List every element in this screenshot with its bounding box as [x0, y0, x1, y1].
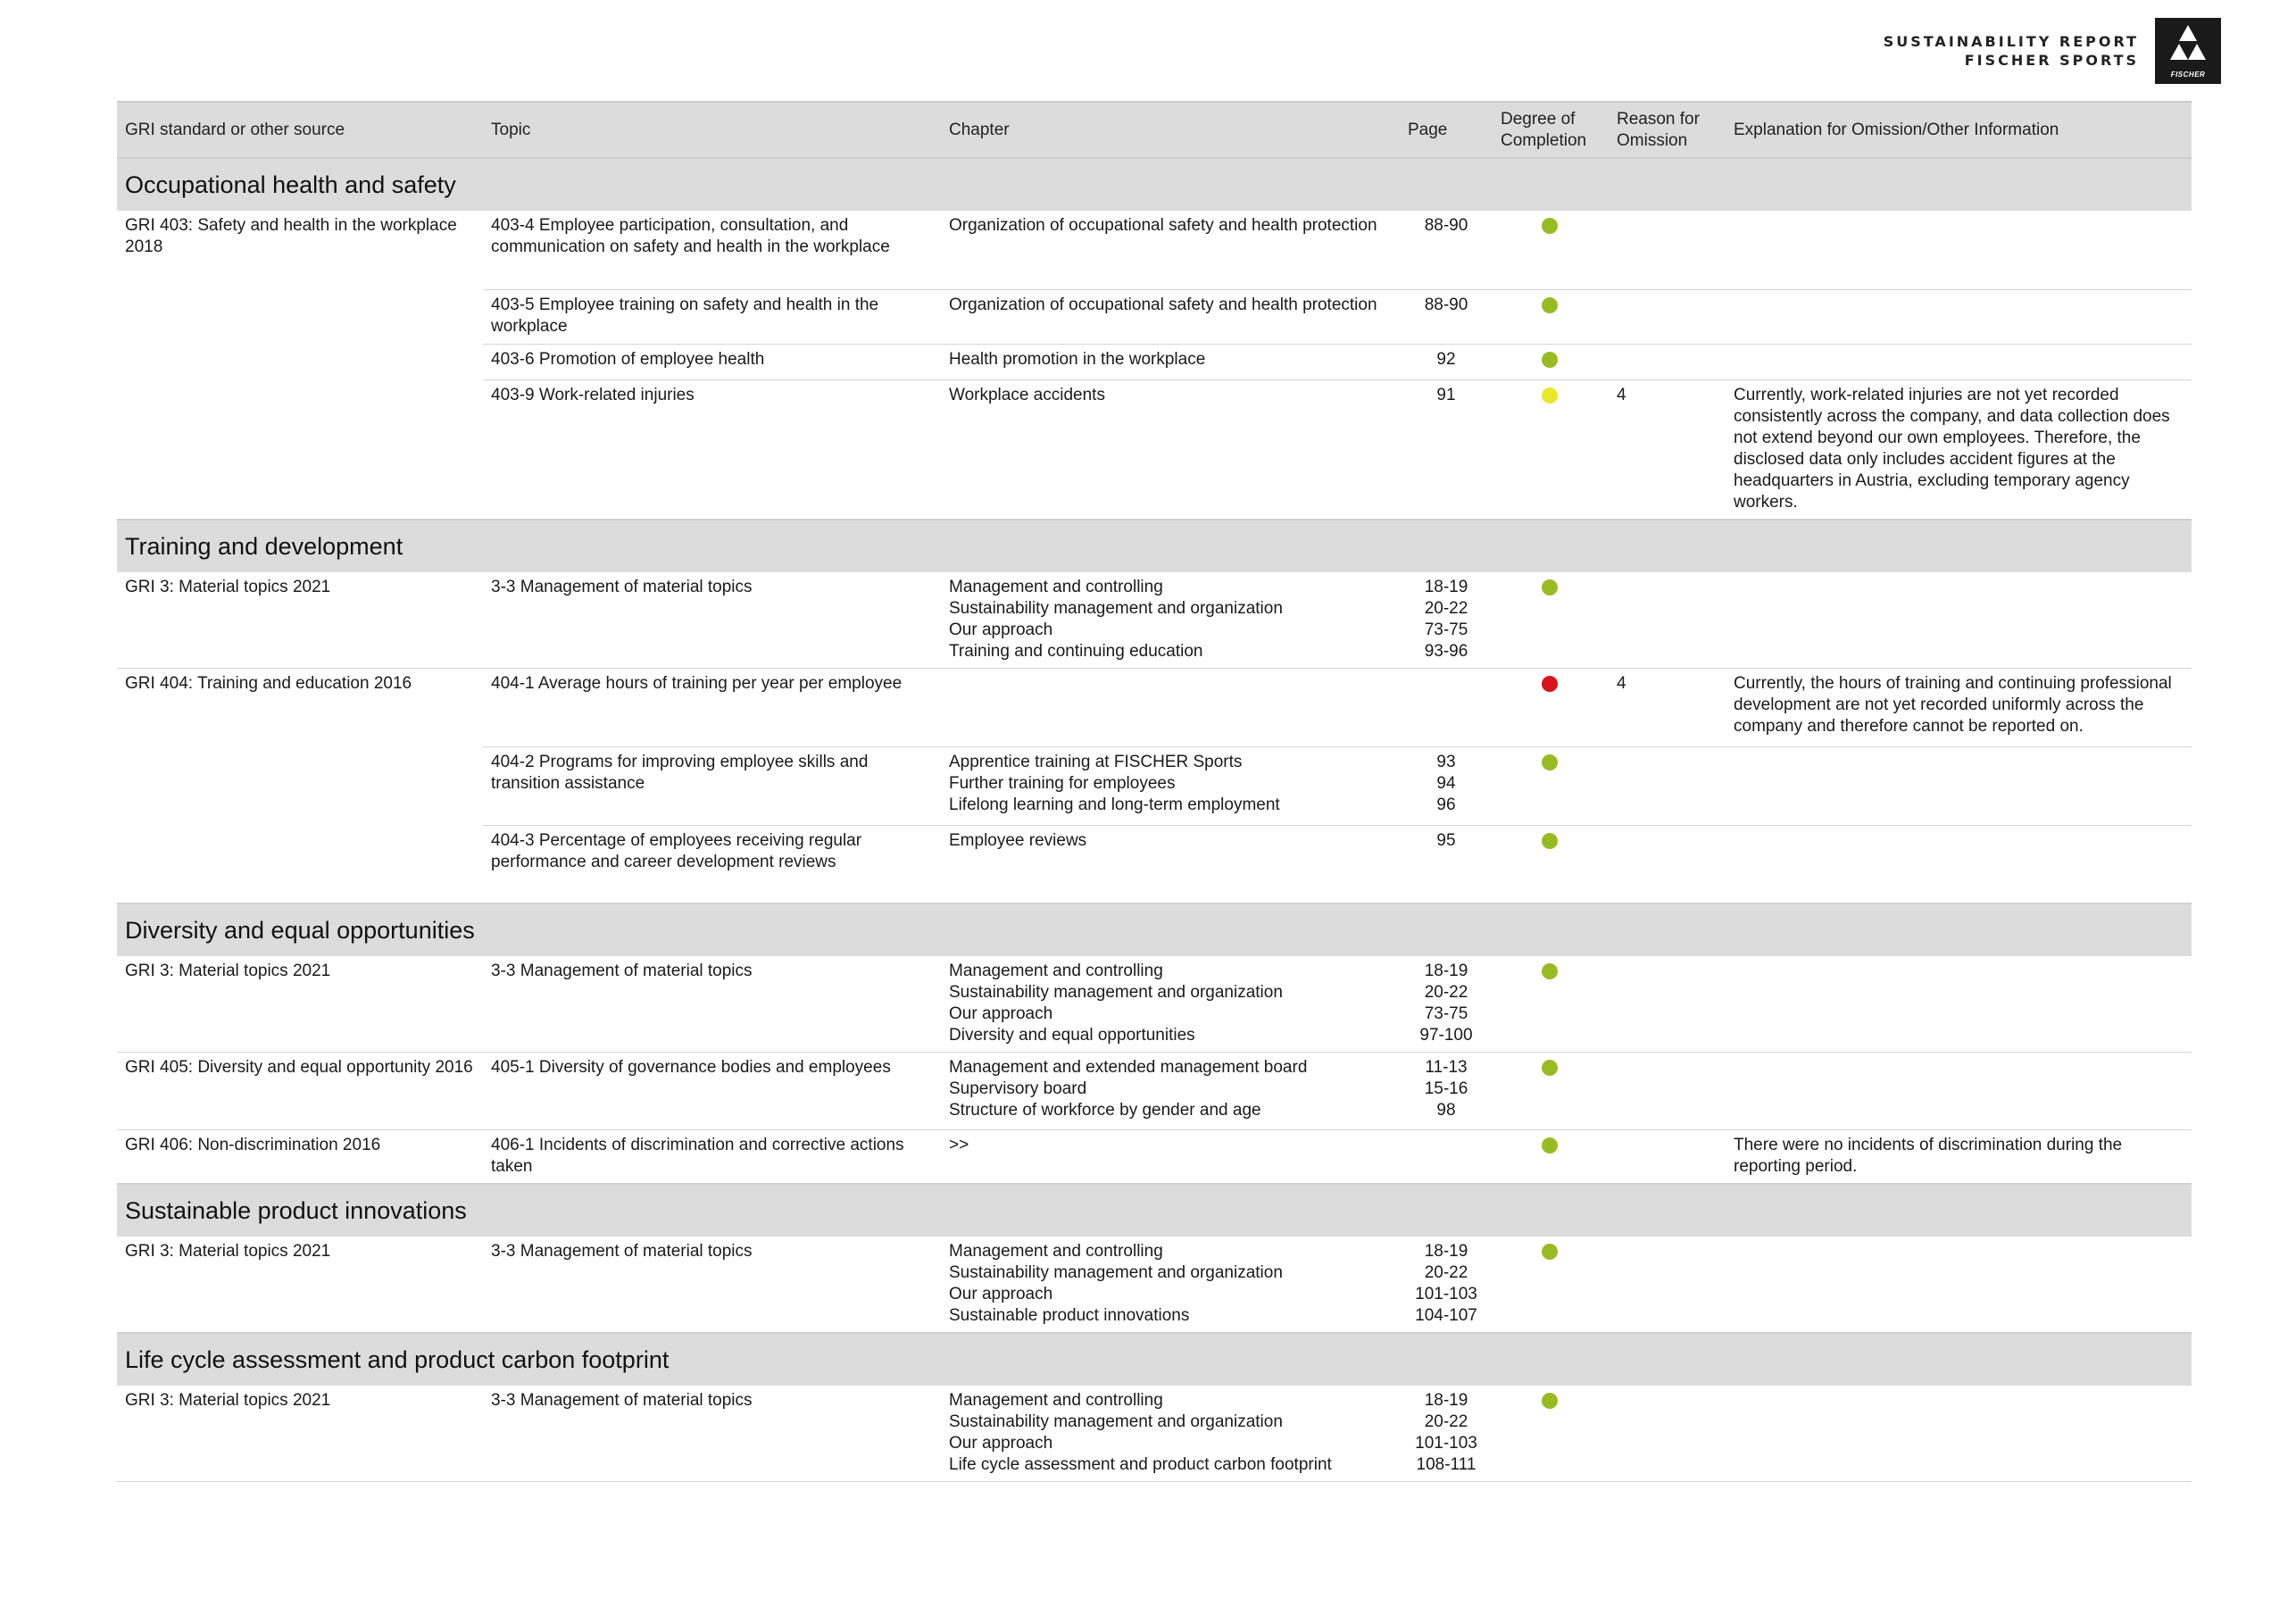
status-green-dot-icon — [1542, 754, 1558, 770]
topic-cell: 403-4 Employee participation, consultation, and communication on safety and health in the workplace — [491, 216, 890, 256]
gri-source-cell: GRI 403: Safety and health in the workplace 2018 — [125, 216, 457, 256]
reason-cell — [1609, 826, 1726, 904]
topic-cell: 3-3 Management of material topics — [491, 1242, 753, 1261]
table-row — [117, 1052, 2192, 1129]
explanation-cell — [1726, 956, 2192, 1053]
gri-source-cell — [117, 344, 483, 379]
page-number: 96 — [1436, 795, 1456, 814]
chapter-line: Management and controlling — [949, 1242, 1163, 1261]
page-cell — [1400, 289, 1493, 344]
page-cell — [1400, 379, 1493, 520]
status-green-dot-icon — [1542, 579, 1558, 595]
gri-source-cell — [117, 289, 483, 344]
page-number: 101-103 — [1415, 1285, 1477, 1303]
chapter-line: Apprentice training at FISCHER Sports — [949, 753, 1243, 771]
completion-cell — [1493, 1129, 1609, 1184]
page-number: 97-100 — [1419, 1025, 1473, 1045]
reason-cell — [1609, 1237, 1726, 1333]
section-title: Occupational health and safety — [117, 158, 2192, 211]
page-cell — [1400, 826, 1493, 904]
gri-source-cell — [117, 826, 483, 904]
page-number: 20-22 — [1424, 982, 1468, 1002]
page-number: 20-22 — [1424, 1263, 1468, 1282]
chapter-cell — [941, 826, 1400, 904]
topic-cell: 405-1 Diversity of governance bodies and employees — [483, 1052, 941, 1129]
reason-cell — [1609, 1386, 1726, 1482]
page-number: 93-96 — [1424, 642, 1468, 661]
header-degree-of-completion: Degree of Completion — [1493, 102, 1609, 158]
chapter-cell — [941, 956, 1400, 1053]
reason-cell — [1609, 747, 1726, 826]
reason-cell — [1609, 344, 1726, 379]
chapter-cell — [941, 1237, 1400, 1333]
table-body — [117, 158, 2192, 1482]
explanation-cell — [1726, 572, 2192, 669]
explanation-cell — [1726, 344, 2192, 379]
topic-cell: 3-3 Management of material topics — [491, 578, 753, 596]
status-green-dot-icon — [1542, 218, 1558, 234]
page-number: 98 — [1436, 1100, 1456, 1120]
chapter-line: Life cycle assessment and product carbon footprint — [949, 1455, 1332, 1474]
table-row — [117, 826, 2192, 904]
topic-cell: 403-5 Employee training on safety and health in the workplace — [483, 289, 941, 344]
section-title: Training and development — [117, 520, 2192, 572]
table-row — [117, 572, 2192, 669]
explanation-cell — [1726, 289, 2192, 344]
table-row — [117, 211, 2192, 289]
reason-cell — [1609, 211, 1726, 289]
chapter-line: Supervisory board — [949, 1079, 1087, 1098]
page-cell — [1400, 211, 1493, 289]
section-header-row — [117, 158, 2192, 211]
page-number: 18-19 — [1424, 578, 1468, 596]
section-title: Sustainable product innovations — [117, 1184, 2192, 1237]
status-green-dot-icon — [1542, 963, 1558, 979]
page-number: 108-111 — [1416, 1455, 1477, 1474]
page-number: 11-13 — [1425, 1057, 1468, 1077]
page-number: 20-22 — [1424, 1412, 1468, 1431]
page-number: 95 — [1436, 831, 1456, 850]
page-cell — [1400, 669, 1493, 747]
chapter-cell — [941, 344, 1400, 379]
chapter-cell — [941, 747, 1400, 826]
page-number: 88-90 — [1424, 295, 1468, 314]
header-page: Page — [1400, 102, 1493, 158]
chapter-line: Sustainability management and organization — [949, 982, 1283, 1002]
page-number: 18-19 — [1424, 961, 1468, 980]
chapter-line: Employee reviews — [949, 831, 1087, 850]
page-cell — [1400, 1052, 1493, 1129]
reason-cell — [1609, 572, 1726, 669]
completion-cell — [1493, 1052, 1609, 1129]
chapter-line: Our approach — [949, 620, 1053, 639]
status-green-dot-icon — [1542, 1244, 1558, 1260]
chapter-line: Sustainability management and organization — [949, 1263, 1283, 1282]
chapter-line: Organization of occupational safety and health protection — [949, 295, 1377, 314]
chapter-line: Management and controlling — [949, 1391, 1163, 1410]
completion-cell — [1493, 1237, 1609, 1333]
chapter-line: Management and controlling — [949, 578, 1163, 596]
status-green-dot-icon — [1542, 352, 1558, 368]
section-header-row — [117, 904, 2192, 956]
reason-cell — [1609, 1129, 1726, 1184]
topic-cell: 3-3 Management of material topics — [483, 1386, 941, 1482]
page-number: 88-90 — [1424, 216, 1468, 235]
table-row — [117, 1237, 2192, 1333]
chapter-line: Diversity and equal opportunities — [949, 1025, 1195, 1045]
chapter-cell — [941, 289, 1400, 344]
chapter-cell — [941, 1052, 1400, 1129]
completion-cell — [1493, 211, 1609, 289]
page-number: 101-103 — [1415, 1434, 1477, 1453]
header-gri-source: GRI standard or other source — [117, 102, 483, 158]
header-topic: Topic — [483, 102, 941, 158]
chapter-line: Sustainable product innovations — [949, 1306, 1190, 1325]
table-row — [117, 1129, 2192, 1184]
section-header-row — [117, 520, 2192, 572]
reason-cell: 4 — [1609, 669, 1726, 747]
page-number: 91 — [1436, 385, 1456, 404]
table-row — [117, 956, 2192, 1053]
page-number: 92 — [1436, 349, 1456, 369]
table-row — [117, 669, 2192, 747]
report-title-line2: FISCHER SPORTS — [1964, 52, 2139, 69]
chapter-cell — [941, 1129, 1400, 1184]
page-cell — [1400, 1386, 1493, 1482]
chapter-cell — [941, 572, 1400, 669]
page-cell — [1400, 1129, 1493, 1184]
page-cell — [1400, 344, 1493, 379]
chapter-line: Sustainability management and organization — [949, 599, 1283, 618]
explanation-cell — [1726, 747, 2192, 826]
status-yellow-dot-icon — [1542, 387, 1558, 404]
table-row — [117, 344, 2192, 379]
report-title — [1884, 32, 2139, 70]
completion-cell — [1493, 572, 1609, 669]
chapter-line: >> — [949, 1135, 969, 1154]
section-title: Life cycle assessment and product carbon footprint — [117, 1333, 2192, 1386]
page-number: 18-19 — [1424, 1242, 1468, 1261]
header-chapter: Chapter — [941, 102, 1400, 158]
chapter-line: Our approach — [949, 1004, 1053, 1023]
chapter-line: Our approach — [949, 1434, 1053, 1453]
topic-cell: 404-1 Average hours of training per year per employee — [483, 669, 941, 747]
section-header-row — [117, 1184, 2192, 1237]
explanation-cell — [1726, 211, 2192, 289]
status-red-dot-icon — [1542, 676, 1558, 692]
completion-cell — [1493, 669, 1609, 747]
reason-cell — [1609, 289, 1726, 344]
chapter-line: Training and continuing education — [949, 642, 1203, 661]
gri-source-cell: GRI 406: Non-discrimination 2016 — [117, 1129, 483, 1184]
topic-cell: 404-3 Percentage of employees receiving regular performance and career development reviews — [483, 826, 941, 904]
section-title: Diversity and equal opportunities — [117, 904, 2192, 956]
status-green-dot-icon — [1542, 297, 1558, 313]
gri-source-cell: GRI 3: Material topics 2021 — [117, 1386, 483, 1482]
chapter-cell — [941, 211, 1400, 289]
page-cell — [1400, 747, 1493, 826]
gri-source-cell — [117, 747, 483, 826]
report-title-line1: SUSTAINABILITY REPORT — [1883, 33, 2139, 50]
topic-cell: 403-9 Work-related injuries — [483, 379, 941, 520]
header-explanation: Explanation for Omission/Other Information — [1726, 102, 2192, 158]
chapter-cell — [941, 379, 1400, 520]
completion-cell — [1493, 747, 1609, 826]
chapter-line: Sustainability management and organization — [949, 1412, 1283, 1431]
explanation-cell: There were no incidents of discrimination during the reporting period. — [1726, 1129, 2192, 1184]
reason-cell: 4 — [1609, 379, 1726, 520]
explanation-cell: Currently, work-related injuries are not yet recorded consistently across the company, and data collection does not extend beyond our own employees. Therefore, the disclosed data only includes accident figures at the headquarters in Austria, excluding temporary agency workers. — [1726, 379, 2192, 520]
gri-source-cell — [117, 379, 483, 520]
page-number: 73-75 — [1424, 620, 1468, 639]
chapter-line: Management and extended management board — [949, 1057, 1308, 1077]
table-row — [117, 289, 2192, 344]
table-row — [117, 1386, 2192, 1482]
page-number: 20-22 — [1424, 599, 1468, 618]
topic-cell: 404-2 Programs for improving employee skills and transition assistance — [483, 747, 941, 826]
chapter-line: Further training for employees — [949, 774, 1176, 793]
page-cell — [1400, 572, 1493, 669]
explanation-cell — [1726, 1237, 2192, 1333]
status-green-dot-icon — [1542, 1137, 1558, 1153]
page-number: 104-107 — [1415, 1306, 1477, 1325]
completion-cell — [1493, 956, 1609, 1053]
gri-source-cell: GRI 3: Material topics 2021 — [125, 578, 331, 596]
fischer-logo — [2155, 18, 2221, 84]
gri-source-cell: GRI 3: Material topics 2021 — [125, 1242, 331, 1261]
chapter-cell — [941, 1386, 1400, 1482]
explanation-cell — [1726, 826, 2192, 904]
reason-cell — [1609, 956, 1726, 1053]
gri-source-cell: GRI 405: Diversity and equal opportunity 2016 — [117, 1052, 483, 1129]
page-number: 18-19 — [1424, 1391, 1468, 1410]
chapter-line: Our approach — [949, 1285, 1053, 1303]
completion-cell — [1493, 826, 1609, 904]
reason-cell — [1609, 1052, 1726, 1129]
completion-cell — [1493, 289, 1609, 344]
status-green-dot-icon — [1542, 1060, 1558, 1076]
topic-cell: 3-3 Management of material topics — [491, 961, 753, 980]
page-number: 93 — [1436, 753, 1456, 771]
gri-index-table — [117, 101, 2192, 1482]
table-header-row — [117, 102, 2192, 158]
page-cell — [1400, 956, 1493, 1053]
gri-source-cell: GRI 404: Training and education 2016 — [117, 669, 483, 747]
table-row — [117, 379, 2192, 520]
report-header-brand — [1884, 18, 2221, 84]
chapter-line: Structure of workforce by gender and age — [949, 1100, 1261, 1120]
chapter-line: Workplace accidents — [949, 385, 1105, 404]
section-header-row — [117, 1333, 2192, 1386]
page-number: 94 — [1436, 774, 1456, 793]
explanation-cell — [1726, 1386, 2192, 1482]
topic-cell: 403-6 Promotion of employee health — [483, 344, 941, 379]
explanation-cell — [1726, 1052, 2192, 1129]
chapter-line: Organization of occupational safety and health protection — [949, 216, 1377, 235]
completion-cell — [1493, 379, 1609, 520]
chapter-line: Lifelong learning and long-term employment — [949, 795, 1280, 814]
fischer-logo-word: FISCHER — [2170, 71, 2206, 79]
header-reason-for-omission: Reason for Omission — [1609, 102, 1726, 158]
table-row — [117, 747, 2192, 826]
status-green-dot-icon — [1542, 833, 1558, 849]
chapter-line: Management and controlling — [949, 961, 1163, 980]
page-cell — [1400, 1237, 1493, 1333]
explanation-cell: Currently, the hours of training and continuing professional development are not yet recorded uniformly across the company and therefore cannot be reported on. — [1726, 669, 2192, 747]
page-number: 73-75 — [1424, 1004, 1468, 1023]
page-number: 15-16 — [1424, 1079, 1468, 1098]
chapter-line: Health promotion in the workplace — [949, 349, 1206, 369]
topic-cell: 406-1 Incidents of discrimination and corrective actions taken — [483, 1129, 941, 1184]
completion-cell — [1493, 1386, 1609, 1482]
chapter-cell — [941, 669, 1400, 747]
gri-source-cell: GRI 3: Material topics 2021 — [125, 961, 331, 980]
status-green-dot-icon — [1542, 1393, 1558, 1409]
completion-cell — [1493, 344, 1609, 379]
